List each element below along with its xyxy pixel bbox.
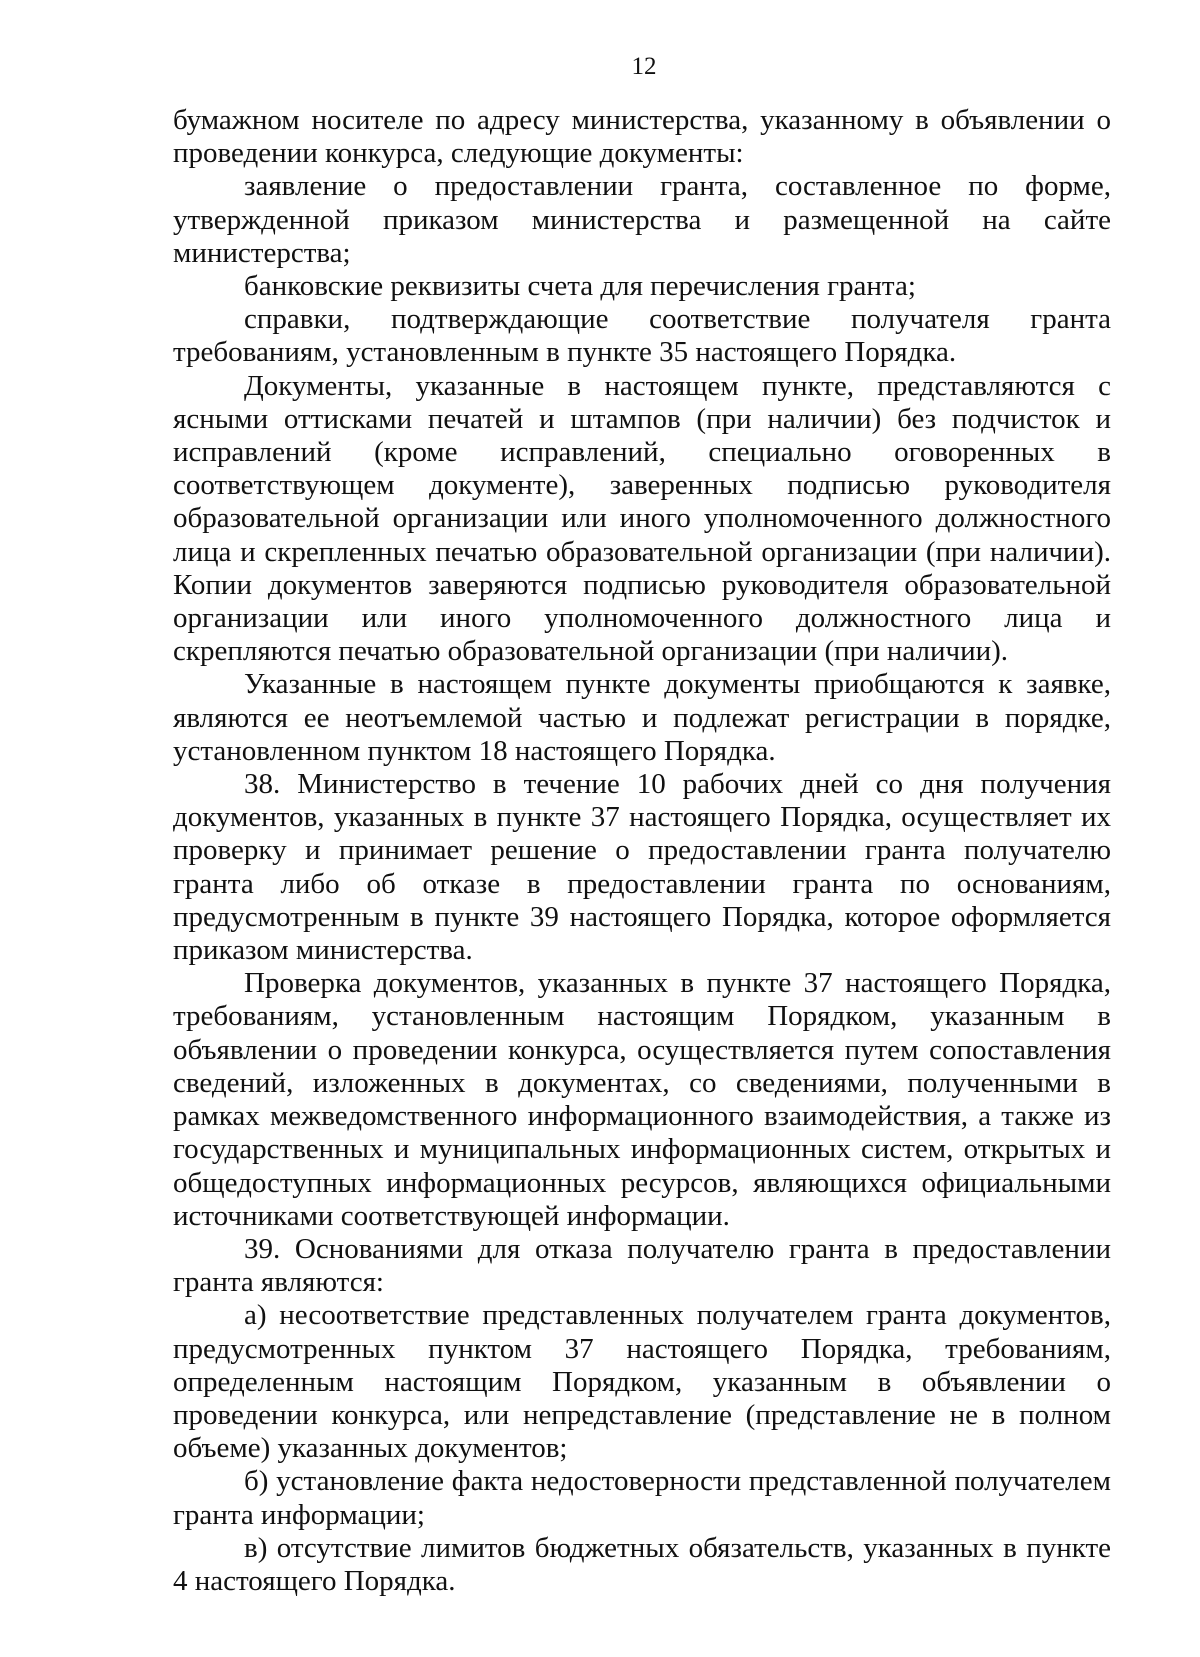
page-number: 12 <box>631 53 657 80</box>
paragraph-10: а) несоответствие представленных получателем гранта документов, предусмотренных пунктом 37 настоящего Порядка, требованиям, определенным настоящим Порядком, указанным в объявлении о проведении конкурса, или непредставление (представление не в полном объеме) указанных документов; <box>173 1299 1111 1465</box>
paragraph-6: Указанные в настоящем пункте документы приобщаются к заявке, являются ее неотъемлемой частью и подлежат регистрации в порядке, установленном пунктом 18 настоящего Порядка. <box>173 668 1111 767</box>
paragraph-2: заявление о предоставлении гранта, составленное по форме, утвержденной приказом министерства и размещенной на сайте министерства; <box>173 170 1111 269</box>
paragraph-7: 38. Министерство в течение 10 рабочих дней со дня получения документов, указанных в пункте 37 настоящего Порядка, осуществляет их проверку и принимает решение о предоставлении гранта получателю гранта либо об отказе в предоставлении гранта по основаниям, предусмотренным в пункте 39 настоящего Порядка, которое оформляется приказом министерства. <box>173 768 1111 967</box>
paragraph-9: 39. Основаниями для отказа получателю гранта в предоставлении гранта являются: <box>173 1232 1111 1299</box>
paragraph-5: Документы, указанные в настоящем пункте, представляются с ясными оттисками печатей и штампов (при наличии) без подчисток и исправлений (кроме исправлений, специально оговоренных в соответствующем документе), заверенных подписью руководителя образовательной организации или иного уполномоченного должностного лица и скрепленных печатью образовательной организации (при наличии). Копии документов заверяются подписью руководителя образовательной организации или иного уполномоченного должностного лица и скрепляются печатью образовательной организации (при наличии). <box>173 369 1111 668</box>
paragraph-3: банковские реквизиты счета для перечисления гранта; <box>244 270 916 303</box>
paragraph-12: в) отсутствие лимитов бюджетных обязательств, указанных в пункте 4 настоящего Порядка. <box>173 1531 1111 1597</box>
paragraph-4: справки, подтверждающие соответствие получателя гранта требованиям, установленным в пункте 35 настоящего Порядка. <box>173 303 1111 369</box>
paragraph-8: Проверка документов, указанных в пункте 37 настоящего Порядка, требованиям, установленным настоящим Порядком, указанным в объявлении о проведении конкурса, осуществляется путем сопоставления сведений, изложенных в документах, со сведениями, полученными в рамках межведомственного информационного взаимодействия, а также из государственных и муниципальных информационных систем, открытых и общедоступных информационных ресурсов, являющихся официальными источниками соответствующей информации. <box>173 967 1111 1232</box>
document-body <box>173 104 1111 1598</box>
paragraph-11: б) установление факта недостоверности представленной получателем гранта информации; <box>173 1465 1111 1531</box>
paragraph-1: бумажном носителе по адресу министерства, указанному в объявлении о проведении конкурса, следующие документы: <box>173 104 1111 170</box>
